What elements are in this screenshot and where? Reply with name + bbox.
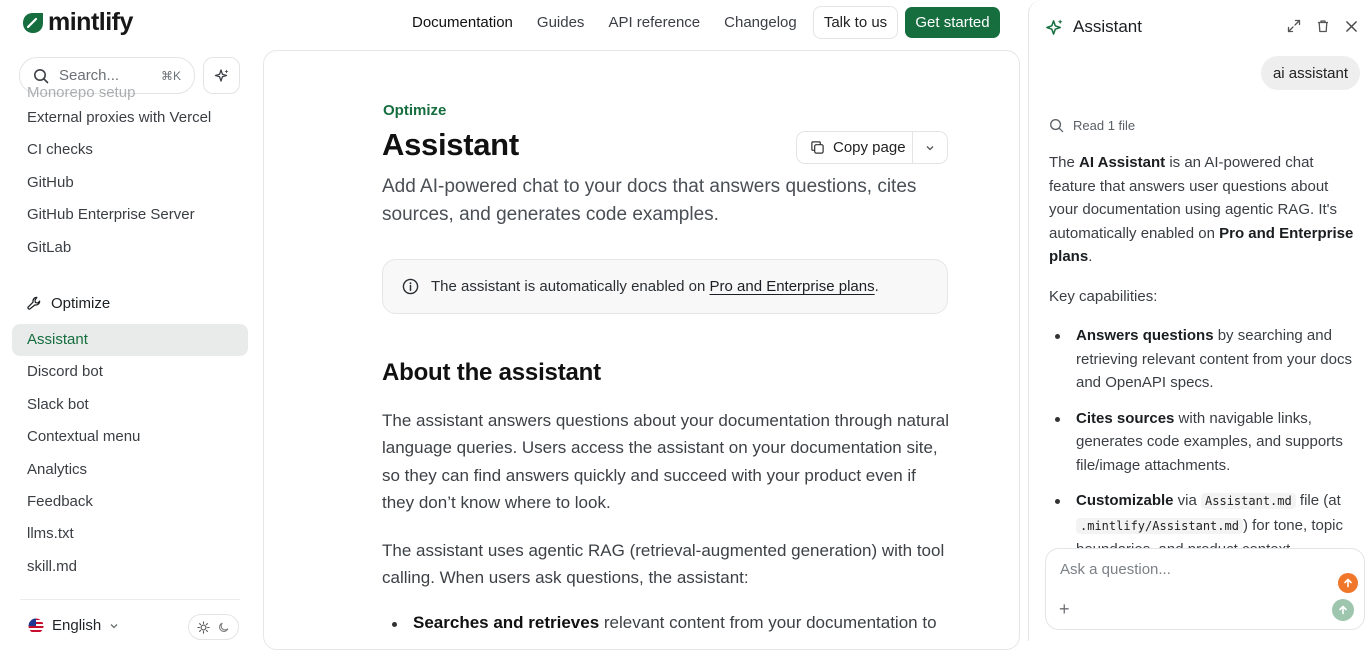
callout-suffix: . (874, 278, 879, 295)
tool-call-indicator[interactable] (1049, 118, 1135, 133)
list-item-bold: Searches and retrieves (413, 613, 600, 632)
arrow-up-icon (1343, 578, 1353, 588)
assistant-header (1045, 17, 1142, 37)
text: by searching and retrieving relevant content from your docs and OpenAPI specs. (1076, 327, 1352, 391)
assistant-response (1049, 151, 1355, 546)
sidebar-item-skill-md[interactable]: skill.md (27, 557, 78, 575)
assistant-panel (1028, 0, 1366, 641)
text: ) for tone, topic (1242, 516, 1344, 534)
brand-name: mintlify (48, 8, 133, 36)
get-started-button[interactable]: Get started (905, 7, 1000, 38)
list-item-rest: relevant content from your documentation to (599, 613, 937, 632)
sidebar-item-assistant[interactable]: Assistant (12, 324, 248, 356)
expand-icon[interactable] (1287, 19, 1301, 33)
nav-link-api-reference[interactable]: API reference (608, 14, 701, 31)
pro-enterprise-plans-link[interactable]: Pro and Enterprise plans (709, 278, 875, 295)
sparkles-icon (214, 68, 230, 84)
trash-icon[interactable] (1316, 19, 1330, 33)
info-callout-text (431, 278, 879, 295)
sidebar-item-discord-bot[interactable]: Discord bot (27, 363, 103, 381)
sidebar-item-monorepo-setup[interactable]: Monorepo setup (27, 84, 136, 101)
talk-to-us-button[interactable]: Talk to us (813, 6, 898, 39)
sidebar-item-contextual-menu[interactable]: Contextual menu (27, 428, 141, 446)
bold-text: AI Assistant (1079, 154, 1166, 171)
nav-link-documentation[interactable]: Documentation (412, 14, 513, 31)
close-icon[interactable] (1345, 20, 1358, 33)
text: with navigable links, generates code examples, and supports file/image attachments. (1076, 409, 1343, 474)
scroll-down-badge[interactable] (1338, 573, 1358, 593)
body-paragraph-1: The assistant answers questions about your documentation through natural language queries. Users access the assistant on your documentation site, so they can find answers quickly and succeed with your product even if they don’t know where to look. (382, 411, 950, 512)
info-callout (382, 259, 948, 314)
sidebar-group-label: Optimize (51, 295, 111, 313)
user-message-bubble: ai assistant (1261, 56, 1360, 90)
arrow-up-icon (1338, 605, 1348, 615)
body-paragraph-2: The assistant uses agentic RAG (retrieval-augmented generation) with tool calling. When users ask questions, the assistant: (382, 541, 945, 588)
search-shortcut: ⌘K (160, 68, 181, 83)
section-heading-about: About the assistant (382, 359, 601, 386)
text: . (1088, 248, 1093, 265)
bold-text: Customizable (1076, 492, 1174, 509)
us-flag-icon (28, 618, 44, 634)
chevron-down-icon (109, 621, 119, 631)
capabilities-list (1049, 324, 1355, 562)
sidebar-group-optimize (12, 288, 248, 320)
text: is an AI-powered chat feature that answers user questions about your documentation using agentic RAG. It's automatically enabled on (1049, 154, 1338, 242)
main-content (263, 50, 1020, 650)
copy-page-label: Copy page (833, 139, 906, 156)
response-paragraph: Key capabilities: (1049, 287, 1158, 305)
mintlify-logo[interactable] (22, 8, 133, 37)
chevron-down-icon (925, 143, 935, 153)
copy-icon (810, 140, 825, 155)
callout-prefix: The assistant is automatically enabled on (431, 278, 710, 295)
sidebar-item-feedback[interactable]: Feedback (27, 492, 93, 510)
language-selector[interactable] (28, 617, 119, 634)
copy-options-dropdown[interactable] (913, 132, 947, 163)
nav-link-guides[interactable]: Guides (536, 14, 585, 31)
inline-code: .mintlify/Assistant.md (1076, 518, 1243, 534)
info-icon (402, 278, 419, 295)
response-paragraph (1049, 151, 1355, 269)
sun-icon[interactable] (197, 621, 210, 634)
bullet-dot (392, 622, 397, 627)
text: via (1173, 492, 1202, 509)
assistant-title: Assistant (1073, 17, 1142, 36)
list-item (392, 613, 937, 633)
bold-text: Answers questions (1076, 327, 1214, 344)
page-description: Add AI-powered chat to your docs that answers questions, cites sources, and generates code examples. (382, 176, 917, 225)
wrench-icon (27, 296, 42, 311)
send-button[interactable] (1332, 599, 1354, 621)
top-navigation (400, 7, 809, 38)
assistant-composer (1045, 548, 1365, 630)
bold-text: Cites sources (1076, 409, 1175, 427)
sparkles-icon (1045, 18, 1064, 37)
page-title: Assistant (382, 127, 519, 162)
bold-text: Pro and Enterprise plans (1049, 224, 1354, 265)
sidebar-navigation (12, 84, 248, 596)
sidebar-item-slack-bot[interactable]: Slack bot (27, 395, 89, 413)
sidebar-item-external-proxies[interactable]: External proxies with Vercel (27, 109, 212, 126)
sidebar-divider (20, 599, 240, 600)
list-item (1049, 407, 1355, 478)
list-item (1049, 324, 1355, 395)
tool-call-label: Read 1 file (1073, 118, 1136, 133)
sidebar-item-llms-txt[interactable]: llms.txt (27, 525, 74, 543)
sidebar-item-gitlab[interactable]: GitLab (27, 238, 72, 256)
nav-link-changelog[interactable]: Changelog (724, 14, 797, 31)
language-label: English (52, 617, 102, 634)
sidebar-item-ci-checks[interactable]: CI checks (27, 141, 93, 159)
sidebar-item-github-enterprise-server[interactable]: GitHub Enterprise Server (27, 206, 195, 224)
search-icon (33, 68, 49, 84)
ask-question-input[interactable]: Ask a question... (1060, 561, 1171, 578)
inline-code: Assistant.md (1201, 493, 1296, 509)
text: file (at (1295, 492, 1341, 509)
list-item-text (413, 613, 937, 633)
assistant-toolbar (1287, 19, 1358, 33)
search-icon (1049, 118, 1064, 133)
copy-page-control (796, 131, 948, 164)
sidebar-item-analytics[interactable]: Analytics (27, 460, 88, 478)
copy-page-button[interactable] (797, 132, 913, 163)
page-section-label: Optimize (383, 102, 447, 119)
text: The (1049, 154, 1080, 171)
attach-plus-icon[interactable]: + (1059, 599, 1070, 619)
moon-icon[interactable] (218, 621, 230, 633)
mintlify-leaf-icon (22, 12, 44, 34)
search-placeholder: Search... (59, 67, 120, 84)
sidebar-item-github[interactable]: GitHub (27, 173, 74, 191)
theme-toggle[interactable] (188, 614, 239, 640)
